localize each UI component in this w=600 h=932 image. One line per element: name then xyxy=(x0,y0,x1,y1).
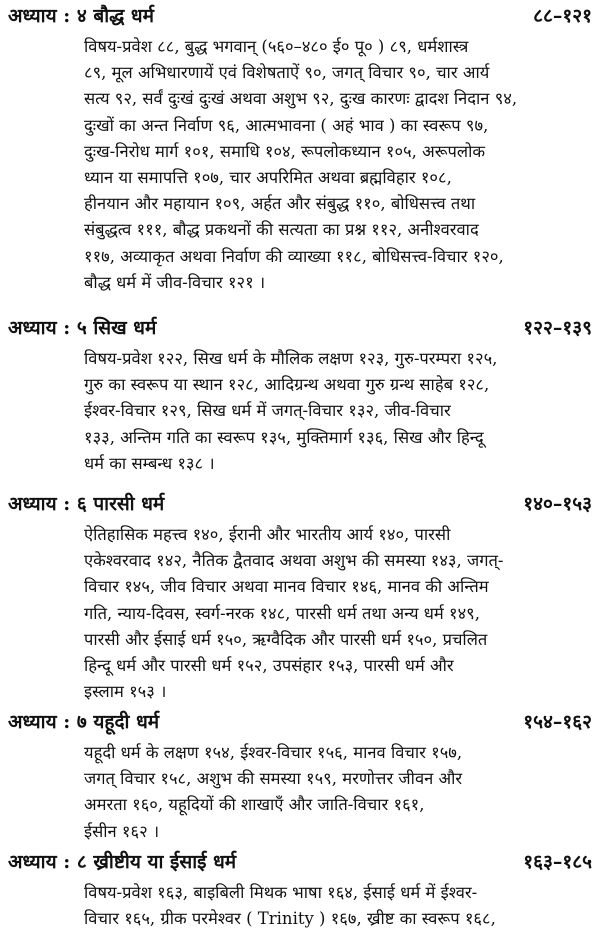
contents-line: ८९, मूल अभिधारणायें एवं विशेषताऐं ९०, जगत् विचार ९०, चार आर्य xyxy=(84,63,490,83)
chapter-contents xyxy=(0,880,600,932)
chapter-contents xyxy=(0,522,600,705)
chapter-7-entry xyxy=(0,706,600,845)
chapter-heading xyxy=(0,0,600,34)
chapter-title: अध्याय : ८ ख्रीष्टीय या ईसाई धर्म xyxy=(8,851,237,873)
contents-line: ध्यान या समापत्ति १०७, चार अपरिमित अथवा ब्रह्मविहार १०८, xyxy=(84,167,452,187)
chapter-5-entry xyxy=(0,312,600,477)
contents-line: दुःख-निरोध मार्ग १०१, समाधि १०४, रूपलोकध्यान १०५, अरूपलोक xyxy=(84,141,486,161)
contents-line: विचार १४५, जीव विचार अथवा मानव विचार १४६, मानव की अन्तिम xyxy=(84,577,489,597)
contents-line: ११७, अव्याकृत अथवा निर्वाण की व्याख्या ११८, बोधिसत्त्व-विचार १२०, xyxy=(84,246,504,266)
contents-line: विचार १६५, ग्रीक परमेश्वर ( Trinity ) १६७, ख्रीष्ट का स्वरूप १६८, xyxy=(84,909,496,929)
chapter-title: अध्याय : ६ पारसी धर्म xyxy=(8,493,165,515)
chapter-4-entry xyxy=(0,0,600,296)
contents-line: हीनयान और महायान १०९, अर्हत और संबुद्ध ११०, बोधिसत्त्व तथा xyxy=(84,194,476,214)
chapter-heading xyxy=(0,706,600,740)
contents-line: इस्लाम १५३ । xyxy=(84,682,167,702)
chapter-page-range: १२२–१३९ xyxy=(523,317,592,339)
contents-line: यहूदी धर्म के लक्षण १५४, ईश्वर-विचार १५६, मानव विचार १५७, xyxy=(84,743,463,762)
contents-line: दुःखों का अन्त निर्वाण ९६, आत्मभावना ( अहं भाव ) का स्वरूप ९७, xyxy=(84,115,489,135)
chapter-6-entry xyxy=(0,488,600,705)
contents-line: गति, न्याय-दिवस, स्वर्ग-नरक १४८, पारसी धर्म तथा अन्य धर्म १४९, xyxy=(84,603,481,623)
chapter-heading xyxy=(0,488,600,522)
chapter-contents xyxy=(0,740,600,845)
contents-line: विषय-प्रवेश १२२, सिख धर्म के मौलिक लक्षण १२३, गुरु-परम्परा १२५, xyxy=(84,349,498,368)
contents-line: अमरता १६०, यहूदियों की शाखाएँ और जाति-विचार १६१, xyxy=(84,795,425,815)
contents-line: विषय-प्रवेश ८८, बुद्ध भगवान् (५६०–४८० ई० पू० ) ८९, धर्मशास्त्र xyxy=(84,37,469,56)
contents-line: विषय-प्रवेश १६३, बाइबिली मिथक भाषा १६४, ईसाई धर्म में ईश्वर- xyxy=(84,883,478,902)
chapter-page-range: ८८–१२१ xyxy=(533,5,592,27)
chapter-page-range: १५४–१६२ xyxy=(523,711,592,733)
contents-line: हिन्दू धर्म और पारसी धर्म १५२, उपसंहार १५३, पारसी धर्म और xyxy=(84,655,454,675)
chapter-title: अध्याय : ७ यहूदी धर्म xyxy=(8,711,160,733)
chapter-contents xyxy=(0,346,600,477)
contents-line: धर्म का सम्बन्ध १३८ । xyxy=(84,453,215,473)
chapter-8-entry xyxy=(0,846,600,932)
chapter-heading xyxy=(0,312,600,346)
contents-line: ईसीन १६२ । xyxy=(84,821,160,841)
chapter-page-range: १६३–१८५ xyxy=(523,851,592,873)
contents-line: एकेश्वरवाद १४२, नैतिक द्वैतवाद अथवा अशुभ की समस्या १४३, जगत्- xyxy=(84,551,504,571)
chapter-page-range: १४०–१५३ xyxy=(523,493,592,515)
contents-line: बौद्ध धर्म में जीव-विचार १२१ । xyxy=(84,272,266,292)
contents-line: गुरु का स्वरूप या स्थान १२८, आदिग्रन्थ अथवा गुरु ग्रन्थ साहेब १२८, xyxy=(84,375,490,395)
contents-line: संबुद्धत्व १११, बौद्ध प्रकथनों की सत्यता का प्रश्न ११२, अनीश्वरवाद xyxy=(84,220,479,240)
chapter-title: अध्याय : ४ बौद्ध धर्म xyxy=(8,5,154,27)
contents-line: पारसी और ईसाई धर्म १५०, ऋग्वैदिक और पारसी धर्म १५०, प्रचलित xyxy=(84,629,488,649)
contents-line: १३३, अन्तिम गति का स्वरूप १३५, मुक्तिमार्ग १३६, सिख और हिन्दू xyxy=(84,427,484,447)
chapter-contents xyxy=(0,34,600,296)
chapter-title: अध्याय : ५ सिख धर्म xyxy=(8,317,157,339)
contents-line: सत्य ९२, सर्वं दुःखं दुःखं अथवा अशुभ ९२, दुःख कारणः द्वादश निदान ९४, xyxy=(84,89,518,109)
chapter-heading xyxy=(0,846,600,880)
contents-line: जगत् विचार १५८, अशुभ की समस्या १५९, मरणोत्तर जीवन और xyxy=(84,769,463,789)
contents-line: ईश्वर-विचार १२९, सिख धर्म में जगत्-विचार १३२, जीव-विचार xyxy=(84,401,451,421)
contents-line: ऐतिहासिक महत्त्व १४०, ईरानी और भारतीय आर्य १४०, पारसी xyxy=(84,525,451,544)
